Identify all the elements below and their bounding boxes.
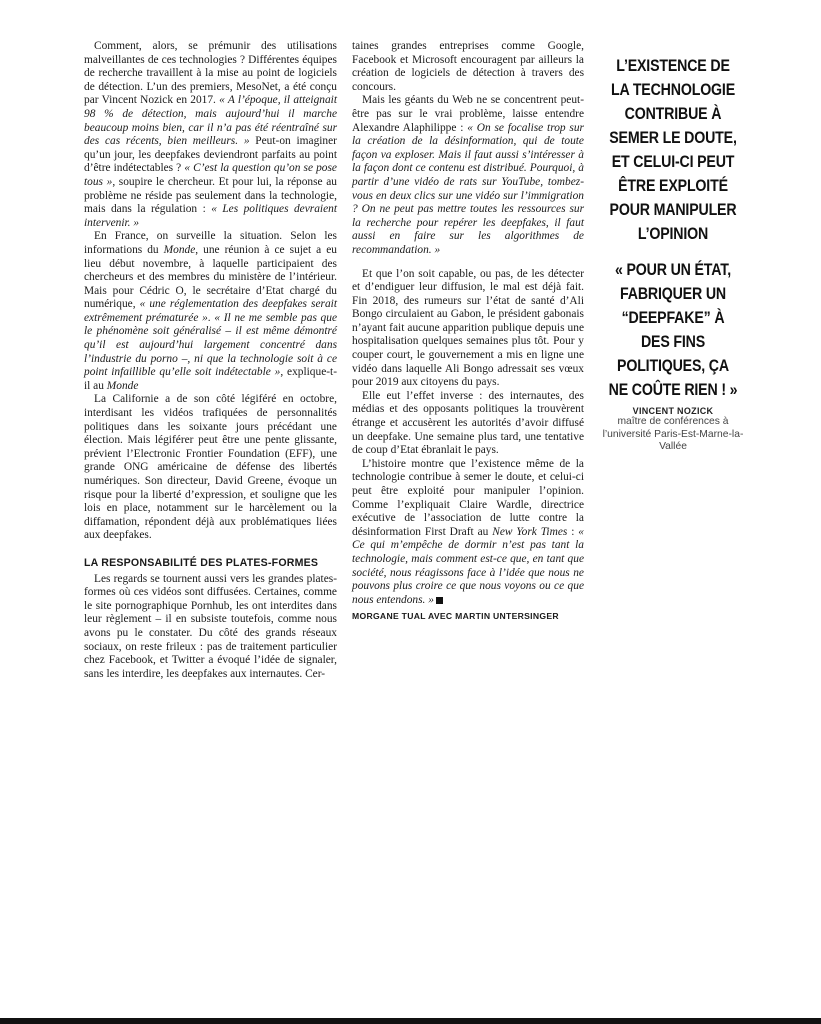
pull-quote-2: « POUR UN ÉTAT, FABRIQUER UN “DEEPFAKE” À DES FINS POLITIQUES, ÇA NE COÛTE RIEN ! »	[608, 261, 738, 399]
quote: « On se focalise trop sur la création de la désinformation, qui de toute façon va exploser. Mais il faut aussi s’intéresser à la façon dont ce contenu est distribué. Pourquoi, à partir d’une vidéo de rats sur YouTube, tombez-vous en deux clics sur une vidéo sur l’immigration ? On ne peut pas mettre toutes les ressources sur la recherche pour repérer les deepfakes, il faut aussi en faire sur les algorithmes de recommandation. »	[352, 121, 584, 256]
article-column-1	[84, 40, 337, 681]
pull-quote-1: L’EXISTENCE DE LA TECHNOLOGIE CONTRIBUE À SEMER LE DOUTE, ET CELUI-CI PEUT ÊTRE EXPLOITÉ POUR MANIPULER L’OPINION	[609, 57, 737, 243]
paragraph: Mais les géants du Web ne se concentrent peut-être pas sur le vrai problème, laisse entendre Alexandre Alaphilippe : « On se focalise trop sur la création de la désinformation, qui de toute façon va exploser. Mais il faut aussi s’intéresser à la façon dont ce contenu est distribué. Pourquoi, à partir d’une vidéo de rats sur YouTube, tombez-vous en deux clics sur une vidéo sur l’immigration ? On ne peut pas mettre toutes les ressources sur la recherche pour repérer les deepfakes, il faut aussi en faire sur les algorithmes de recommandation. »	[352, 94, 584, 256]
paragraph: L’histoire montre que l’existence même de la technologie contribue à semer le doute, et celui-ci peut être exploité pour manipuler l’opinion. Comme l’expliquait Claire Wardle, directrice exécutive de l’association de lutte contre la désinformation First Draft au New York Times : « Ce qui m’empêche de dormir n’est pas tant la technologie, mais comment est-ce que, en tant que société, nous réagissons face à l’idée que nous ne pouvons plus croire ce que nous voyons ou ce que nous entendons. »	[352, 457, 584, 606]
paragraph: Elle eut l’effet inverse : des internautes, des médias et des opposants politiques la trouvèrent étrange et accusèrent les autorités d’avoir diffusé un deepfake. Une semaine plus tard, une tentative de coup d’Etat ébranlait le pays.	[352, 389, 584, 457]
quote-attribution-role: maître de conférences à l’université Paris-Est-Marne-la-Vallée	[602, 416, 744, 452]
quote: « Les politiques devraient intervenir. »	[84, 203, 337, 229]
byline: MORGANE TUAL AVEC MARTIN UNTERSINGER	[352, 611, 559, 622]
paragraph: taines grandes entreprises comme Google, Facebook et Microsoft encouragent par ailleurs la création de logiciels de détection à travers des concours.	[352, 40, 584, 93]
end-mark-icon	[436, 597, 443, 604]
quote: « Ce qui m’empêche de dormir n’est pas tant la technologie, mais comment est-ce que, en tant que société, nous réagissons face à l’idée que nous ne pouvons plus croire ce que nous voyons ou ce que nous entendons. »	[352, 525, 584, 606]
paragraph: Les regards se tournent aussi vers les grandes plates-formes où ces vidéos sont diffusées. Certaines, comme le site pornographique Pornhub, les ont interdites dans leur règlement – il en subsiste toutefois, comme nous avons pu le constater. Du côté des grands réseaux sociaux, on reste frileux : pas de traitement particulier chez Facebook, et Twitter a évoqué l’idée de signaler, sans les interdire, les deepfakes aux internautes. Cer-	[84, 572, 337, 680]
quote: « une réglementation des deepfakes serait extrêmement prématurée »	[84, 298, 337, 324]
paragraph: Et que l’on soit capable, ou pas, de les détecter et d’endiguer leur diffusion, le mal est déjà fait. Fin 2018, des rumeurs sur l’état de santé d’Ali Bongo circulaient au Gabon, le président gabonais n’ayant fait aucune apparition publique depuis une hospitalisation quelques semaines plus tôt. Pour y couper court, le gouvernement a mis en ligne une vidéo dans laquelle Ali Bongo adressait ses vœux pour 2019 aux citoyens du pays.	[352, 267, 584, 389]
quote: « C’est la question qu’on se pose tous »	[84, 162, 337, 188]
article-column-2	[352, 40, 584, 624]
quote: « Il ne me semble pas que le phénomène soit généralisé – il est même démontré qu’il est aujourd’hui largement concentré dans l’industrie du porno –, ni que la technologie soit à ce point infaillible qu’elle soit indétectable »	[84, 311, 338, 379]
page-bottom-rule	[0, 1018, 821, 1024]
section-subheading: LA RESPONSABILITÉ DES PLATES-FORMES	[84, 556, 319, 569]
pull-quote-sidebar	[598, 54, 748, 454]
paragraph: En France, on surveille la situation. Selon les informations du Monde, une réunion à ce sujet a eu lieu début novembre, à laquelle participaient des chercheurs et des membres du ministère de l’intérieur. Mais pour Cédric O, le secrétaire d’Etat chargé du numérique, « une réglementation des deepfakes serait extrêmement prématurée ». « Il ne me semble pas que le phénomène soit généralisé – il est même démontré qu’il est aujourd’hui largement concentré dans l’industrie du porno –, ni que la technologie soit à ce point infaillible qu’elle soit indétectable », explique-t-il au Monde	[84, 230, 338, 392]
paragraph: La Californie a de son côté légiféré en octobre, interdisant les vidéos trafiquées de personnalités politiques dans les soixante jours précédant une élection. Mais légiférer peut être une pente glissante, prévient l’Electronic Frontier Foundation (EFF), une grande ONG américaine de défense des libertés numériques. Son directeur, David Greene, évoque un risque pour la liberté d’expression, et souligne que les lois en place, notamment sur le harcèlement ou la diffamation, répondent déjà aux problématiques liées aux deepfakes.	[84, 393, 337, 542]
quote-attribution-name: VINCENT NOZICK	[632, 406, 714, 416]
quote: « A l’époque, il atteignait 98 % de détection, mais aujourd’hui il marche beaucoup moins bien, car il n’a pas été réentraîné sur des cas récents, bien meilleurs. »	[84, 94, 337, 148]
paragraph: Comment, alors, se prémunir des utilisations malveillantes de ces technologies ? Différentes équipes de recherche travaillent à la mise au point de logiciels de détection. L’un des premiers, MesoNet, a été conçu par Vincent Nozick en 2017. « A l’époque, il atteignait 98 % de détection, mais aujourd’hui il marche beaucoup moins bien, car il n’a pas été réentraîné sur des cas récents, bien meilleurs. » Peut-on imaginer qu’un jour, les deepfakes deviendront parfaits au point d’être indétectables ? « C’est la question qu’on se pose tous », soupire le chercheur. Et pour lui, la réponse au problème ne réside pas seulement dans la technologie, mais dans la régulation : « Les politiques devraient intervenir. »	[84, 40, 337, 229]
